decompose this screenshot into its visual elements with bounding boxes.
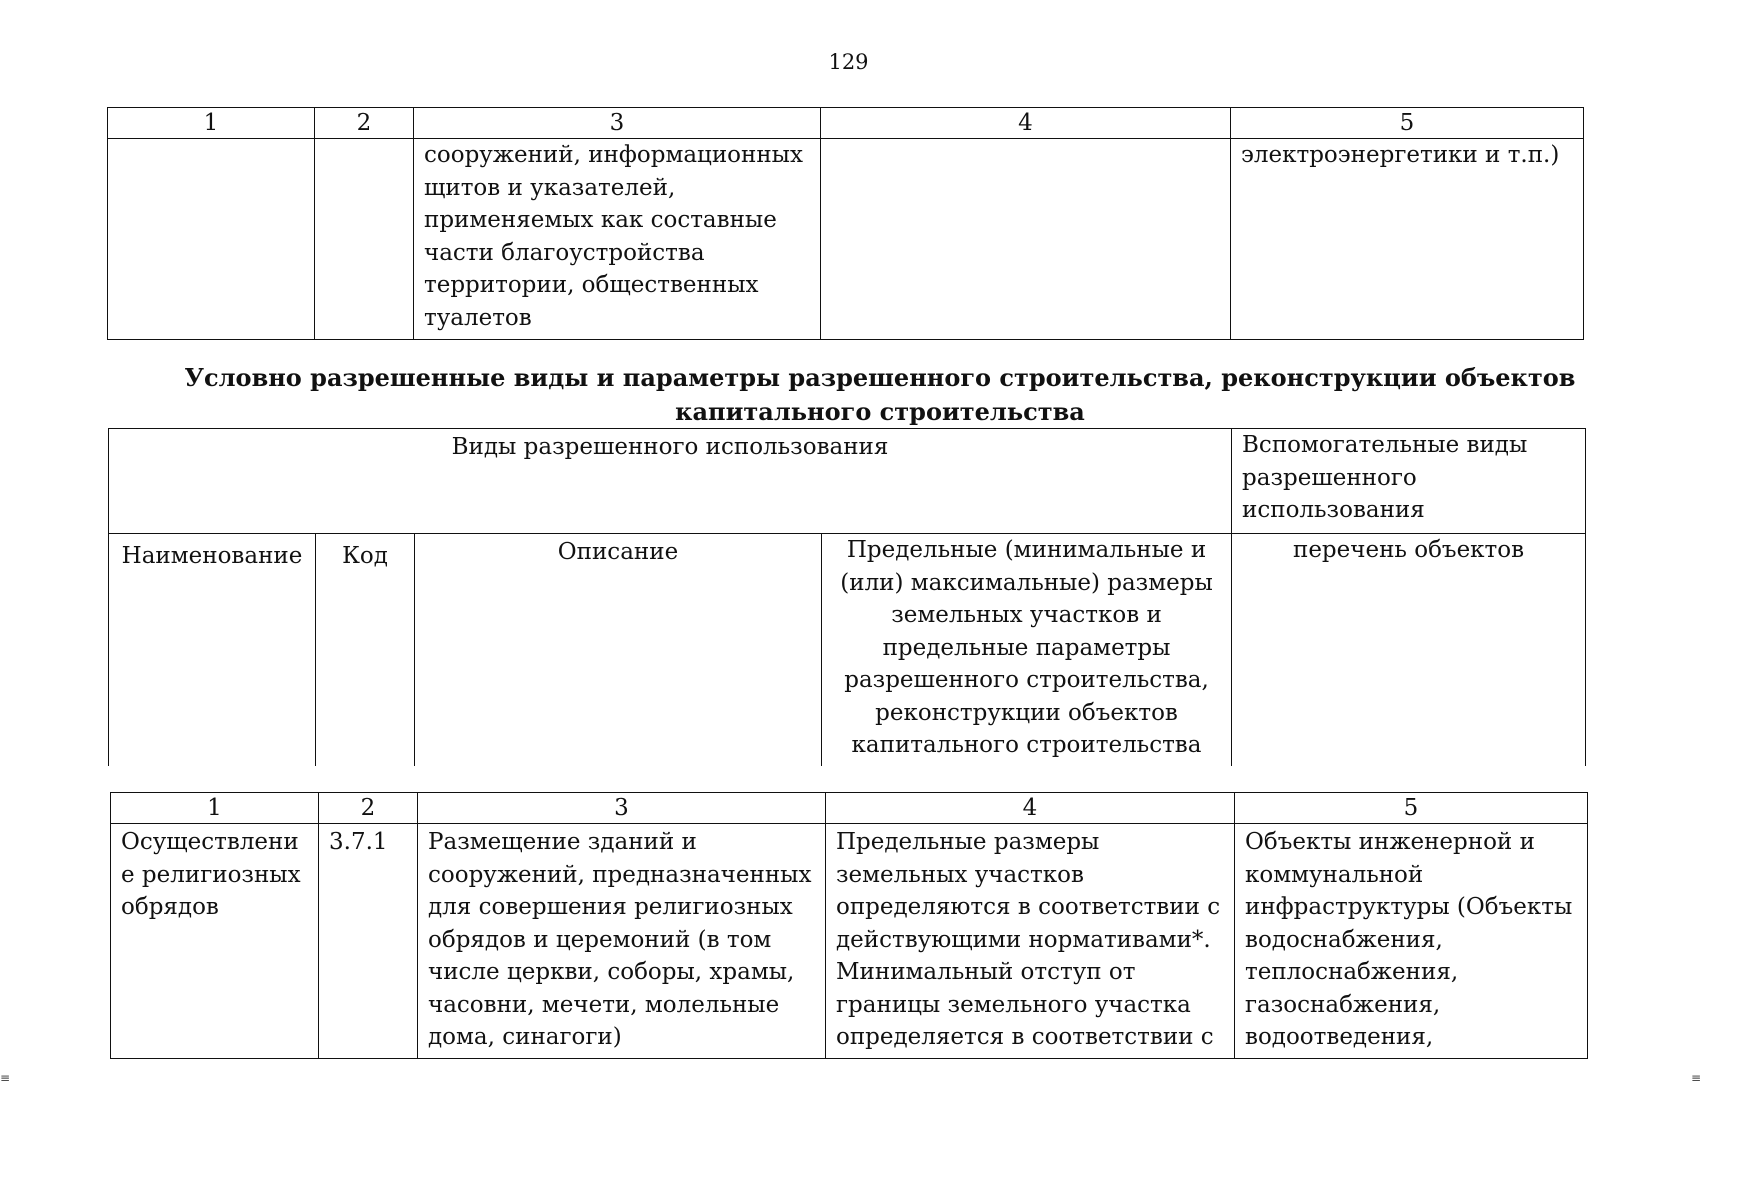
cell-limits: [821, 139, 1231, 340]
header-table: [108, 428, 1586, 766]
main-group-header: Виды разрешенного использования: [109, 429, 1232, 534]
col-number-2: 2: [315, 108, 414, 139]
cell-description: [414, 139, 821, 340]
data-table: [110, 792, 1588, 1059]
aux-objects-text: электроэнергетики и т.п.): [1241, 142, 1560, 168]
col-number-1: 1: [111, 793, 319, 824]
table-row: [111, 824, 1588, 1059]
header-code: Код: [316, 534, 415, 767]
group-header-row: [109, 429, 1586, 534]
cell-limits: Предельные размеры земельных участков определяются в соответствии с действующими нормативами*. Минимальный отступ от границы земельного участка определяется в соответствии с: [826, 824, 1235, 1059]
column-number-row: [111, 793, 1588, 824]
page-number: 129: [828, 50, 869, 74]
column-header-row: [109, 534, 1586, 767]
header-object-list: перечень объектов: [1232, 534, 1586, 767]
column-number-row: [108, 108, 1584, 139]
header-limits: Предельные (минимальные и (или) максимальные) размеры земельных участков и предельные параметры разрешенного строительства, реконструкции объектов капитального строительства: [822, 534, 1232, 767]
col-number-3: 3: [418, 793, 826, 824]
section-title: Условно разрешенные виды и параметры разрешенного строительства, реконструкции объектов капитального строительства: [184, 363, 1576, 426]
binding-mark-right: ≡: [1691, 1071, 1702, 1085]
binding-mark-left: ≡: [0, 1071, 11, 1085]
cell-name: [108, 139, 315, 340]
col-number-1: 1: [108, 108, 315, 139]
col-number-3: 3: [414, 108, 821, 139]
description-text: сооружений, информационных щитов и указателей, применяемых как составные части благоустройства территории, общественных туалетов: [424, 142, 803, 331]
cell-aux-objects: Объекты инженерной и коммунальной инфраструктуры (Объекты водоснабжения, теплоснабжения, газоснабжения, водоотведения,: [1235, 824, 1588, 1059]
continuation-table: [107, 107, 1584, 340]
cell-code: 3.7.1: [319, 824, 418, 1059]
cell-aux-objects: [1231, 139, 1584, 340]
cell-code: [315, 139, 414, 340]
cell-description: Размещение зданий и сооружений, предназначенных для совершения религиозных обрядов и церемоний (в том числе церкви, соборы, храмы, часовни, мечети, молельные дома, синагоги): [418, 824, 826, 1059]
col-number-5: 5: [1235, 793, 1588, 824]
col-number-4: 4: [826, 793, 1235, 824]
table-row: [108, 139, 1584, 340]
header-name: Наименование: [109, 534, 316, 767]
col-number-5: 5: [1231, 108, 1584, 139]
cell-name: Осуществлени е религиозных обрядов: [111, 824, 319, 1059]
header-description: Описание: [415, 534, 822, 767]
col-number-4: 4: [821, 108, 1231, 139]
aux-group-header: Вспомогательные виды разрешенного использования: [1232, 429, 1586, 534]
col-number-2: 2: [319, 793, 418, 824]
